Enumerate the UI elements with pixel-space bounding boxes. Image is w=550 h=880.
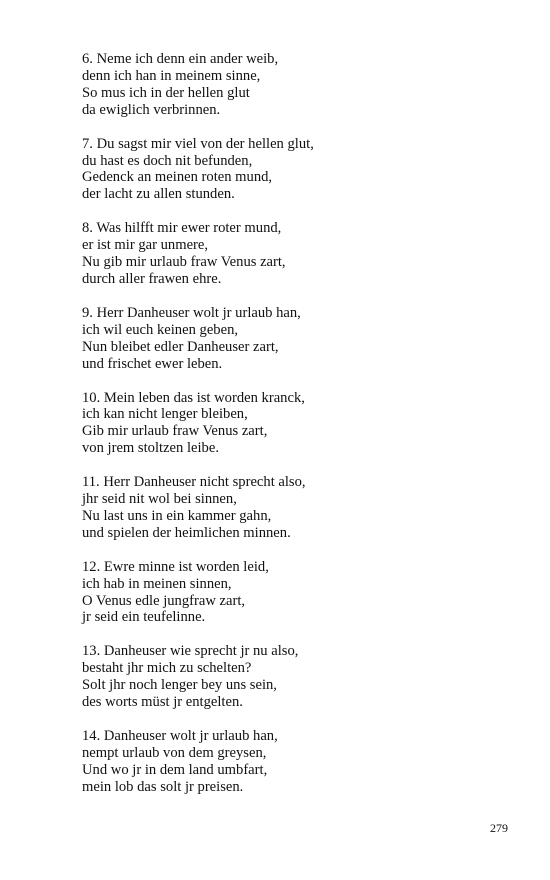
stanza-6 (82, 51, 502, 119)
stanza-7 (82, 136, 502, 204)
verse-line: durch aller frawen ehre. (82, 270, 222, 287)
stanza-13 (82, 643, 502, 711)
verse-line: 7. Du sagst mir viel von der hellen glut, (82, 135, 314, 152)
verse-line: Gib mir urlaub fraw Venus zart, (82, 423, 268, 440)
verse-line: 12. Ewre minne ist worden leid, (82, 558, 269, 575)
verse-line: Gedenck an meinen roten mund, (82, 169, 273, 186)
page-number: 279 (490, 821, 508, 835)
verse-line: jr seid ein teufelinne. (82, 609, 206, 626)
verse-line: 14. Danheuser wolt jr urlaub han, (82, 728, 278, 744)
stanza-12 (82, 559, 502, 627)
verse-line: Nu last uns in ein kammer gahn, (82, 507, 272, 524)
verse-line: 13. Danheuser wie sprecht jr nu also, (82, 643, 299, 660)
verse-line: Solt jhr noch lenger bey uns sein, (82, 677, 277, 694)
verse-line: mein lob das solt jr preisen. (82, 778, 244, 795)
stanza-9 (82, 305, 502, 373)
verse-line: er ist mir gar unmere, (82, 237, 209, 254)
verse-line: 6. Neme ich denn ein ander weib, (82, 51, 279, 67)
stanza-14 (82, 728, 502, 796)
verse-line: bestaht jhr mich zu schelten? (82, 660, 252, 677)
verse-line: Nun bleibet edler Danheuser zart, (82, 338, 279, 355)
stanza-8 (82, 220, 502, 288)
verse-line: denn ich han in meinem sinne, (82, 67, 261, 84)
verse-line: ich wil euch keinen geben, (82, 321, 239, 338)
verse-line: ich kan nicht lenger bleiben, (82, 406, 248, 423)
verse-line: des worts müst jr entgelten. (82, 694, 243, 711)
verse-line: 9. Herr Danheuser wolt jr urlaub han, (82, 304, 301, 321)
verse-line: 8. Was hilfft mir ewer roter mund, (82, 220, 282, 237)
verse-line: 11. Herr Danheuser nicht sprecht also, (82, 474, 306, 491)
verse-line: 10. Mein leben das ist worden kranck, (82, 389, 305, 406)
verse-line: der lacht zu allen stunden. (82, 186, 235, 203)
stanza-11 (82, 474, 502, 542)
verse-line: da ewiglich verbrinnen. (82, 101, 221, 118)
verse-line: So mus ich in der hellen glut (82, 84, 250, 101)
verse-line: Nu gib mir urlaub fraw Venus zart, (82, 254, 286, 271)
verse-line: und spielen der heimlichen minnen. (82, 524, 291, 541)
verse-line: jhr seid nit wol bei sinnen, (82, 491, 237, 508)
verse-line: Und wo jr in dem land umbfart, (82, 761, 268, 778)
verse-line: und frischet ewer leben. (82, 355, 223, 372)
poem-text (82, 51, 502, 813)
verse-line: du hast es doch nit befunden, (82, 152, 253, 169)
verse-line: O Venus edle jungfraw zart, (82, 592, 246, 609)
stanza-10 (82, 390, 502, 458)
verse-line: ich hab in meinen sinnen, (82, 575, 232, 592)
verse-line: von jrem stoltzen leibe. (82, 440, 219, 457)
verse-line: nempt urlaub von dem greysen, (82, 744, 267, 761)
